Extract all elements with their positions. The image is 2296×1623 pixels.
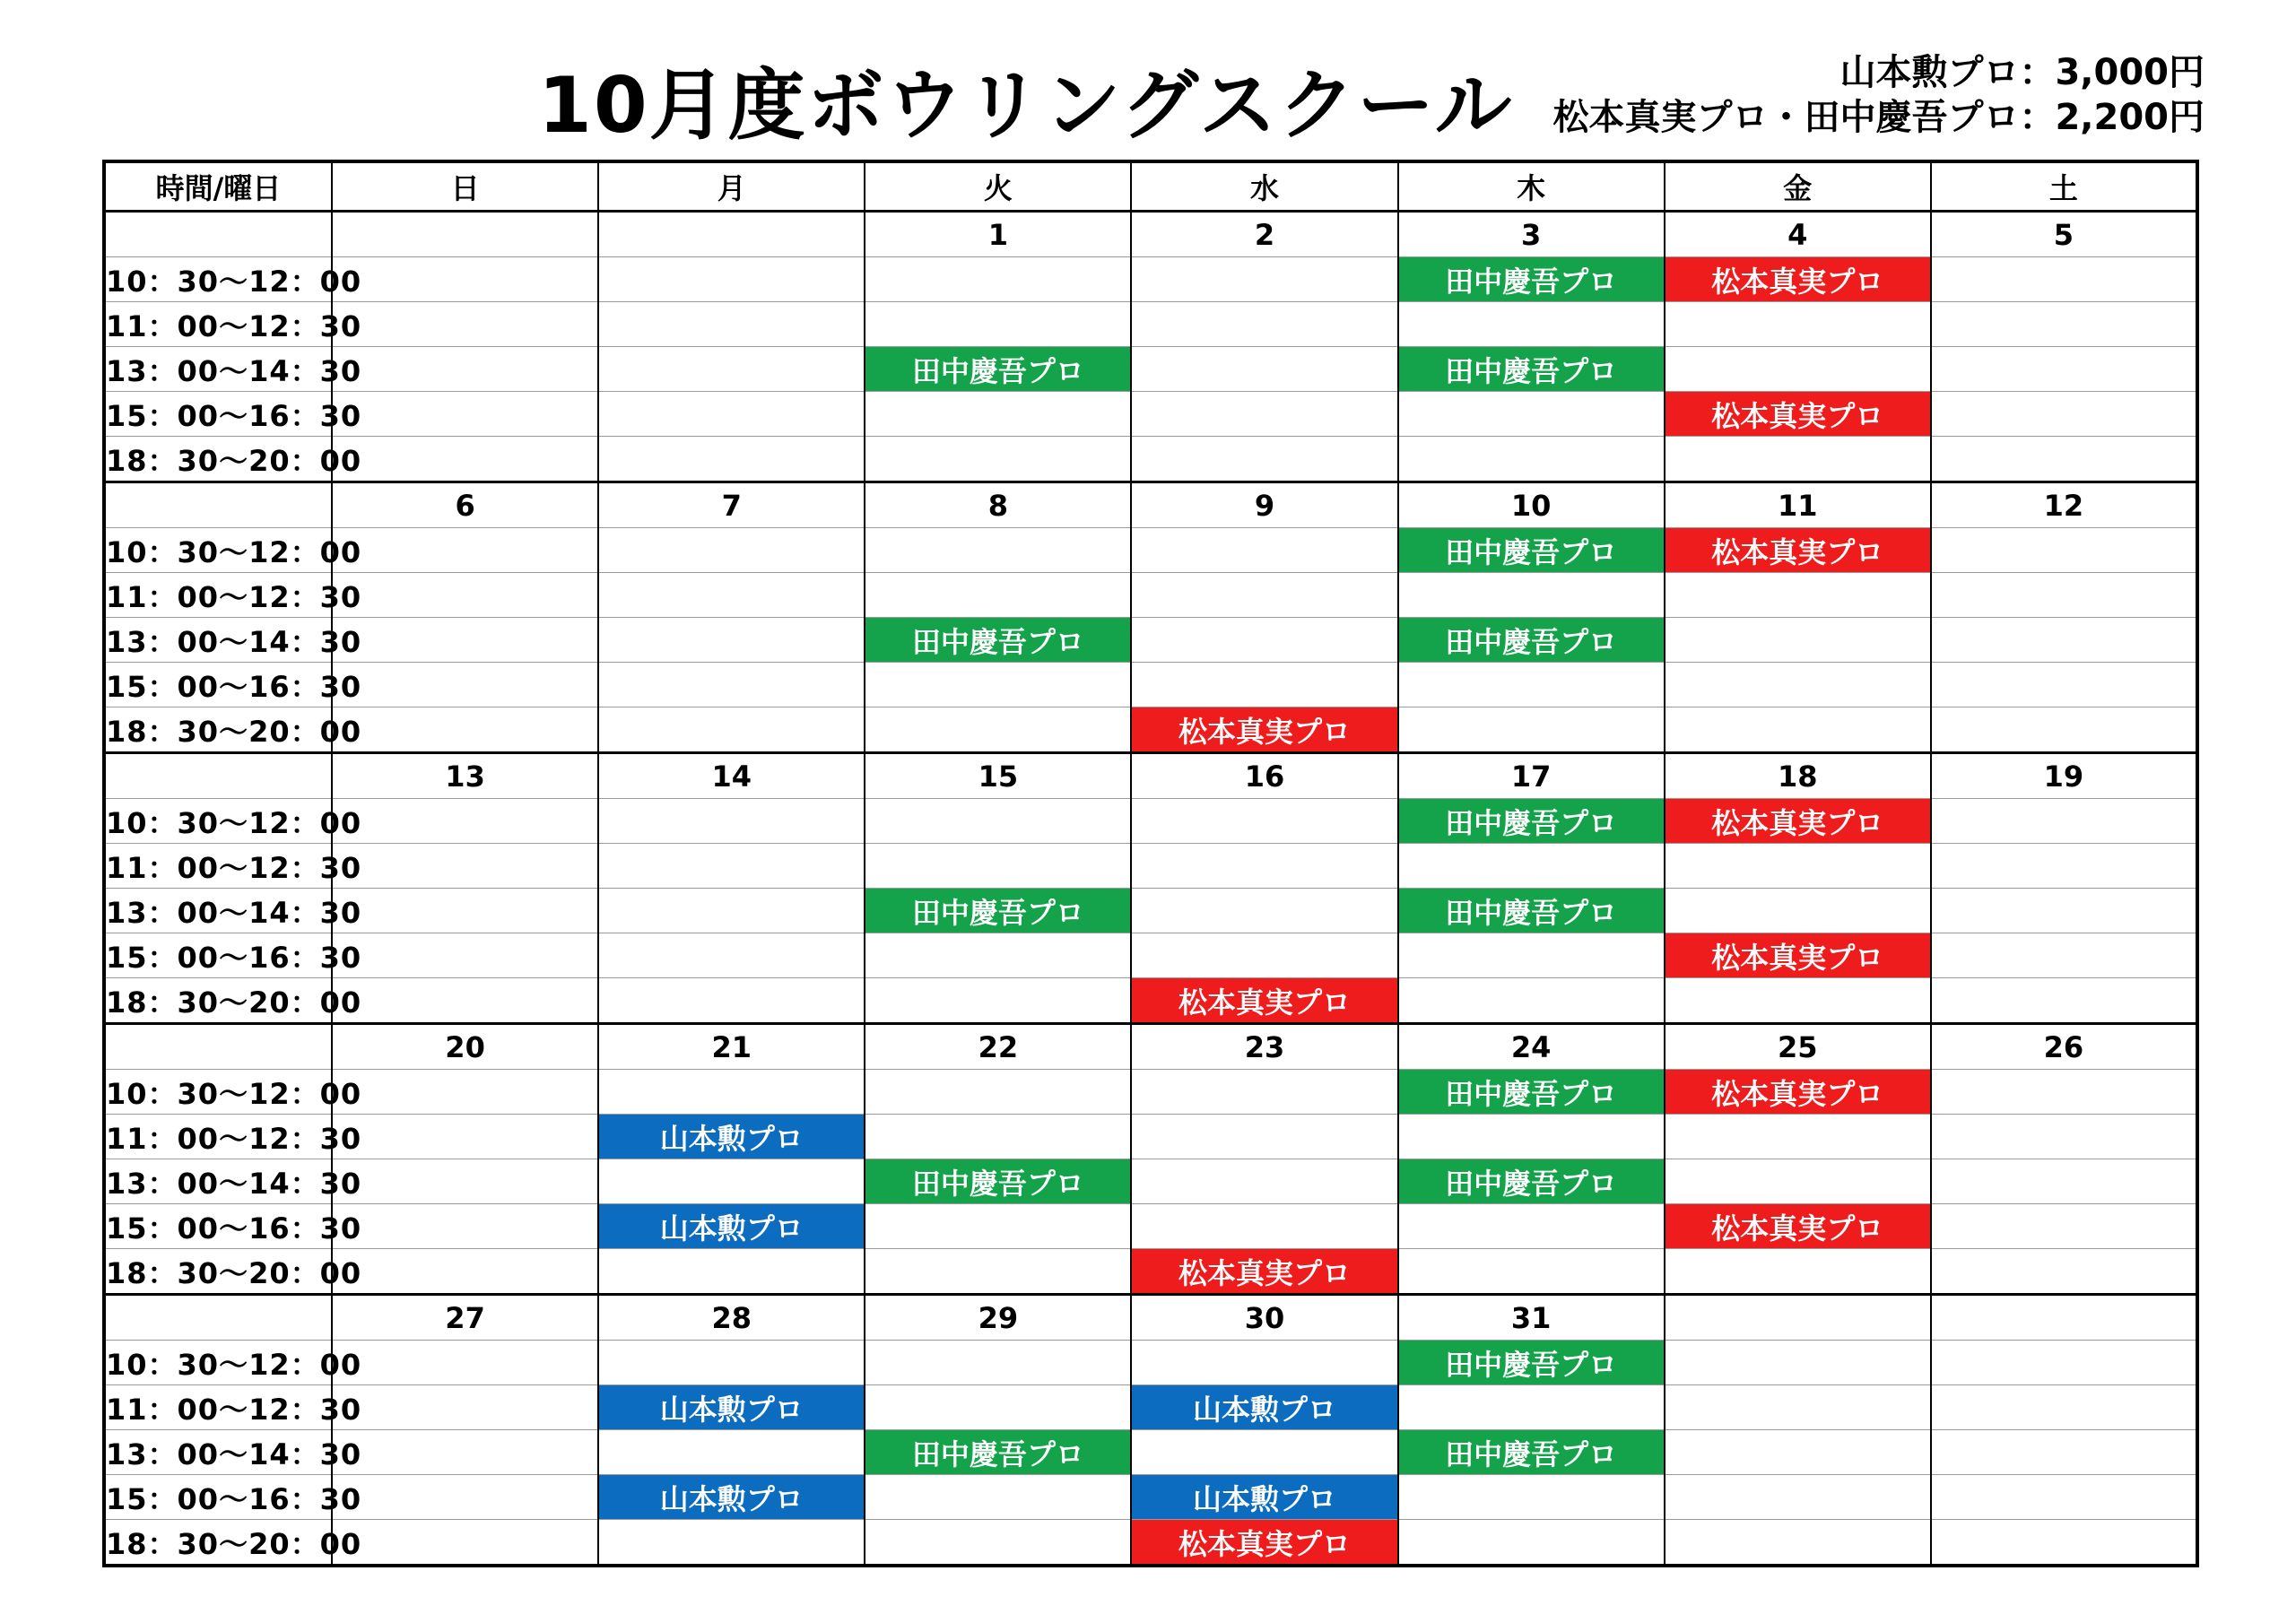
empty-cell xyxy=(598,663,865,707)
price-line: 山本勲プロ：3,000円 xyxy=(1839,52,2205,93)
empty-cell xyxy=(1665,437,1931,482)
slot-row xyxy=(104,437,2197,482)
date-cell: 5 xyxy=(1931,212,2197,257)
empty-cell xyxy=(1398,978,1665,1024)
empty-cell xyxy=(865,1385,1131,1430)
day-header-mon: 月 xyxy=(598,161,865,212)
time-slot-label: 18：30～20：00 xyxy=(104,978,332,1024)
time-slot-label: 15：00～16：30 xyxy=(104,1204,332,1249)
empty-cell xyxy=(1665,889,1931,933)
empty-cell xyxy=(1131,618,1397,663)
day-header-sat: 土 xyxy=(1931,161,2197,212)
empty-cell xyxy=(1398,437,1665,482)
lesson-cell: 田中慶吾プロ xyxy=(1398,618,1665,663)
empty-cell xyxy=(865,1204,1131,1249)
empty-cell xyxy=(1398,1475,1665,1520)
empty-cell xyxy=(598,437,865,482)
empty-cell xyxy=(332,663,598,707)
lesson-cell: 田中慶吾プロ xyxy=(1398,257,1665,302)
time-slot-label: 18：30～20：00 xyxy=(104,1520,332,1567)
lesson-cell: 田中慶吾プロ xyxy=(1398,1070,1665,1115)
empty-cell xyxy=(598,707,865,753)
slot-row xyxy=(104,257,2197,302)
date-cell: 3 xyxy=(1398,212,1665,257)
slot-row xyxy=(104,1115,2197,1159)
empty-cell xyxy=(598,618,865,663)
slot-row xyxy=(104,844,2197,889)
empty-cell xyxy=(1131,528,1397,573)
empty-cell xyxy=(598,1520,865,1567)
date-cell: 16 xyxy=(1131,753,1397,799)
header-row xyxy=(104,161,2197,212)
empty-cell xyxy=(865,1115,1131,1159)
empty-cell xyxy=(1931,1520,2197,1567)
date-cell: 30 xyxy=(1131,1295,1397,1341)
slot-row xyxy=(104,1475,2197,1520)
date-row xyxy=(104,753,2197,799)
empty-cell xyxy=(598,1430,865,1475)
date-row xyxy=(104,1024,2197,1070)
empty-cell xyxy=(332,844,598,889)
time-slot-label: 13：00～14：30 xyxy=(104,889,332,933)
empty-cell xyxy=(1665,302,1931,347)
empty-cell xyxy=(865,573,1131,618)
empty-cell xyxy=(865,437,1131,482)
lesson-cell: 田中慶吾プロ xyxy=(1398,1430,1665,1475)
slot-row xyxy=(104,528,2197,573)
empty-cell xyxy=(598,392,865,437)
lesson-cell: 山本勲プロ xyxy=(598,1204,865,1249)
empty-cell xyxy=(1398,392,1665,437)
empty-cell xyxy=(332,1204,598,1249)
date-row xyxy=(104,212,2197,257)
empty-cell xyxy=(332,889,598,933)
date-cell: 10 xyxy=(1398,482,1665,528)
time-cell xyxy=(104,1024,332,1070)
slot-row xyxy=(104,347,2197,392)
lesson-cell: 田中慶吾プロ xyxy=(865,618,1131,663)
time-slot-label: 15：00～16：30 xyxy=(104,1475,332,1520)
date-cell xyxy=(332,212,598,257)
empty-cell xyxy=(1398,1204,1665,1249)
empty-cell xyxy=(332,257,598,302)
empty-cell xyxy=(332,1341,598,1385)
empty-cell xyxy=(1398,844,1665,889)
lesson-cell: 山本勲プロ xyxy=(1131,1385,1397,1430)
date-cell: 26 xyxy=(1931,1024,2197,1070)
empty-cell xyxy=(598,844,865,889)
empty-cell xyxy=(1931,1159,2197,1204)
empty-cell xyxy=(865,933,1131,978)
day-header-sun: 日 xyxy=(332,161,598,212)
date-cell: 7 xyxy=(598,482,865,528)
empty-cell xyxy=(1398,1249,1665,1295)
date-cell: 12 xyxy=(1931,482,2197,528)
time-cell xyxy=(104,1295,332,1341)
empty-cell xyxy=(332,799,598,844)
time-cell xyxy=(104,212,332,257)
empty-cell xyxy=(865,1475,1131,1520)
lesson-cell: 田中慶吾プロ xyxy=(1398,889,1665,933)
empty-cell xyxy=(1131,1115,1397,1159)
empty-cell xyxy=(598,528,865,573)
time-slot-label: 18：30～20：00 xyxy=(104,1249,332,1295)
empty-cell xyxy=(332,1475,598,1520)
empty-cell xyxy=(1931,618,2197,663)
date-cell: 20 xyxy=(332,1024,598,1070)
lesson-cell: 山本勲プロ xyxy=(1131,1475,1397,1520)
empty-cell xyxy=(1931,437,2197,482)
empty-cell xyxy=(865,1070,1131,1115)
empty-cell xyxy=(1665,1385,1931,1430)
slot-row xyxy=(104,1520,2197,1567)
time-slot-label: 10：30～12：00 xyxy=(104,1341,332,1385)
slot-row xyxy=(104,392,2197,437)
empty-cell xyxy=(1665,1249,1931,1295)
lesson-cell: 田中慶吾プロ xyxy=(1398,799,1665,844)
empty-cell xyxy=(332,707,598,753)
empty-cell xyxy=(332,1115,598,1159)
page-title: 10月度ボウリングスクール xyxy=(538,61,1514,151)
date-cell: 13 xyxy=(332,753,598,799)
empty-cell xyxy=(598,302,865,347)
time-slot-label: 15：00～16：30 xyxy=(104,392,332,437)
empty-cell xyxy=(1131,573,1397,618)
lesson-cell: 松本真実プロ xyxy=(1665,257,1931,302)
empty-cell xyxy=(1131,844,1397,889)
empty-cell xyxy=(1665,1341,1931,1385)
lesson-cell: 田中慶吾プロ xyxy=(865,889,1131,933)
empty-cell xyxy=(1665,1115,1931,1159)
slot-row xyxy=(104,1430,2197,1475)
date-cell: 1 xyxy=(865,212,1131,257)
empty-cell xyxy=(865,844,1131,889)
empty-cell xyxy=(1665,1159,1931,1204)
empty-cell xyxy=(865,1520,1131,1567)
empty-cell xyxy=(332,1385,598,1430)
empty-cell xyxy=(1665,347,1931,392)
empty-cell xyxy=(1398,1520,1665,1567)
empty-cell xyxy=(332,392,598,437)
time-column-header: 時間/曜日 xyxy=(104,161,332,212)
empty-cell xyxy=(1931,663,2197,707)
empty-cell xyxy=(332,1430,598,1475)
empty-cell xyxy=(1398,302,1665,347)
lesson-cell: 松本真実プロ xyxy=(1131,978,1397,1024)
date-cell: 15 xyxy=(865,753,1131,799)
lesson-cell: 田中慶吾プロ xyxy=(865,1159,1131,1204)
empty-cell xyxy=(598,1159,865,1204)
date-cell: 2 xyxy=(1131,212,1397,257)
time-slot-label: 10：30～12：00 xyxy=(104,1070,332,1115)
empty-cell xyxy=(1931,978,2197,1024)
empty-cell xyxy=(865,1249,1131,1295)
day-header-thu: 木 xyxy=(1398,161,1665,212)
empty-cell xyxy=(598,1070,865,1115)
empty-cell xyxy=(1665,573,1931,618)
lesson-cell: 松本真実プロ xyxy=(1665,528,1931,573)
empty-cell xyxy=(1931,257,2197,302)
lesson-cell: 田中慶吾プロ xyxy=(1398,528,1665,573)
empty-cell xyxy=(1665,707,1931,753)
date-row xyxy=(104,482,2197,528)
empty-cell xyxy=(865,978,1131,1024)
empty-cell xyxy=(332,437,598,482)
lesson-cell: 田中慶吾プロ xyxy=(865,1430,1131,1475)
empty-cell xyxy=(1931,528,2197,573)
lesson-cell: 松本真実プロ xyxy=(1665,1070,1931,1115)
empty-cell xyxy=(1398,663,1665,707)
empty-cell xyxy=(865,302,1131,347)
empty-cell xyxy=(1131,799,1397,844)
time-cell xyxy=(104,753,332,799)
date-cell: 9 xyxy=(1131,482,1397,528)
date-cell: 29 xyxy=(865,1295,1131,1341)
date-cell: 27 xyxy=(332,1295,598,1341)
empty-cell xyxy=(1131,933,1397,978)
slot-row xyxy=(104,618,2197,663)
empty-cell xyxy=(1398,1385,1665,1430)
time-slot-label: 11：00～12：30 xyxy=(104,844,332,889)
date-cell: 28 xyxy=(598,1295,865,1341)
empty-cell xyxy=(1665,1475,1931,1520)
empty-cell xyxy=(332,1159,598,1204)
date-row xyxy=(104,1295,2197,1341)
empty-cell xyxy=(1131,889,1397,933)
time-slot-label: 13：00～14：30 xyxy=(104,618,332,663)
date-cell: 21 xyxy=(598,1024,865,1070)
empty-cell xyxy=(1131,1341,1397,1385)
date-cell xyxy=(1665,1295,1931,1341)
slot-row xyxy=(104,1385,2197,1430)
empty-cell xyxy=(598,933,865,978)
empty-cell xyxy=(1131,347,1397,392)
empty-cell xyxy=(332,1249,598,1295)
slot-row xyxy=(104,1249,2197,1295)
empty-cell xyxy=(1398,1115,1665,1159)
empty-cell xyxy=(865,799,1131,844)
slot-row xyxy=(104,707,2197,753)
time-slot-label: 10：30～12：00 xyxy=(104,799,332,844)
lesson-cell: 田中慶吾プロ xyxy=(1398,347,1665,392)
date-cell: 11 xyxy=(1665,482,1931,528)
empty-cell xyxy=(598,1249,865,1295)
empty-cell xyxy=(1931,392,2197,437)
lesson-cell: 山本勲プロ xyxy=(598,1475,865,1520)
empty-cell xyxy=(332,302,598,347)
date-cell: 4 xyxy=(1665,212,1931,257)
date-cell: 19 xyxy=(1931,753,2197,799)
slot-row xyxy=(104,799,2197,844)
empty-cell xyxy=(598,799,865,844)
empty-cell xyxy=(598,347,865,392)
date-cell xyxy=(598,212,865,257)
time-slot-label: 15：00～16：30 xyxy=(104,933,332,978)
empty-cell xyxy=(865,663,1131,707)
date-cell: 31 xyxy=(1398,1295,1665,1341)
lesson-cell: 松本真実プロ xyxy=(1665,1204,1931,1249)
lesson-cell: 松本真実プロ xyxy=(1665,392,1931,437)
time-slot-label: 18：30～20：00 xyxy=(104,437,332,482)
date-cell: 14 xyxy=(598,753,865,799)
empty-cell xyxy=(1931,1249,2197,1295)
empty-cell xyxy=(1131,663,1397,707)
lesson-cell: 松本真実プロ xyxy=(1131,707,1397,753)
lesson-cell: 田中慶吾プロ xyxy=(1398,1159,1665,1204)
empty-cell xyxy=(1931,844,2197,889)
date-cell: 8 xyxy=(865,482,1131,528)
empty-cell xyxy=(332,1520,598,1567)
empty-cell xyxy=(1131,1159,1397,1204)
empty-cell xyxy=(1931,1341,2197,1385)
empty-cell xyxy=(598,1341,865,1385)
time-slot-label: 10：30～12：00 xyxy=(104,257,332,302)
empty-cell xyxy=(1931,799,2197,844)
empty-cell xyxy=(1665,978,1931,1024)
slot-row xyxy=(104,1159,2197,1204)
empty-cell xyxy=(1931,347,2197,392)
price-info xyxy=(1552,50,2205,140)
time-slot-label: 11：00～12：30 xyxy=(104,1115,332,1159)
empty-cell xyxy=(865,528,1131,573)
slot-row xyxy=(104,933,2197,978)
empty-cell xyxy=(1931,1385,2197,1430)
day-header-wed: 水 xyxy=(1131,161,1397,212)
time-slot-label: 11：00～12：30 xyxy=(104,1385,332,1430)
time-slot-label: 11：00～12：30 xyxy=(104,573,332,618)
empty-cell xyxy=(1931,573,2197,618)
empty-cell xyxy=(332,1070,598,1115)
empty-cell xyxy=(865,707,1131,753)
date-cell: 25 xyxy=(1665,1024,1931,1070)
empty-cell xyxy=(332,347,598,392)
empty-cell xyxy=(1131,302,1397,347)
slot-row xyxy=(104,1070,2197,1115)
lesson-cell: 松本真実プロ xyxy=(1665,933,1931,978)
time-slot-label: 10：30～12：00 xyxy=(104,528,332,573)
empty-cell xyxy=(598,573,865,618)
empty-cell xyxy=(865,257,1131,302)
empty-cell xyxy=(1931,889,2197,933)
empty-cell xyxy=(332,978,598,1024)
date-cell: 24 xyxy=(1398,1024,1665,1070)
lesson-cell: 田中慶吾プロ xyxy=(865,347,1131,392)
empty-cell xyxy=(1665,663,1931,707)
empty-cell xyxy=(1131,257,1397,302)
empty-cell xyxy=(332,933,598,978)
empty-cell xyxy=(1131,392,1397,437)
time-slot-label: 13：00～14：30 xyxy=(104,1430,332,1475)
date-cell: 18 xyxy=(1665,753,1931,799)
empty-cell xyxy=(1398,933,1665,978)
lesson-cell: 山本勲プロ xyxy=(598,1385,865,1430)
empty-cell xyxy=(332,528,598,573)
empty-cell xyxy=(1131,1204,1397,1249)
time-slot-label: 18：30～20：00 xyxy=(104,707,332,753)
empty-cell xyxy=(1665,1520,1931,1567)
time-cell xyxy=(104,482,332,528)
empty-cell xyxy=(1931,1115,2197,1159)
empty-cell xyxy=(1931,1430,2197,1475)
slot-row xyxy=(104,302,2197,347)
empty-cell xyxy=(1131,1070,1397,1115)
time-slot-label: 15：00～16：30 xyxy=(104,663,332,707)
schedule-table xyxy=(102,160,2199,1567)
empty-cell xyxy=(598,978,865,1024)
slot-row xyxy=(104,889,2197,933)
price-line: 松本真実プロ・田中慶吾プロ：2,200円 xyxy=(1552,97,2205,138)
lesson-cell: 山本勲プロ xyxy=(598,1115,865,1159)
empty-cell xyxy=(1131,437,1397,482)
lesson-cell: 松本真実プロ xyxy=(1131,1520,1397,1567)
slot-row xyxy=(104,1341,2197,1385)
empty-cell xyxy=(1931,1475,2197,1520)
empty-cell xyxy=(1931,302,2197,347)
empty-cell xyxy=(1931,933,2197,978)
day-header-tue: 火 xyxy=(865,161,1131,212)
empty-cell xyxy=(1398,573,1665,618)
empty-cell xyxy=(332,573,598,618)
date-cell: 23 xyxy=(1131,1024,1397,1070)
slot-row xyxy=(104,663,2197,707)
day-header-fri: 金 xyxy=(1665,161,1931,212)
date-cell: 22 xyxy=(865,1024,1131,1070)
lesson-cell: 田中慶吾プロ xyxy=(1398,1341,1665,1385)
time-slot-label: 13：00～14：30 xyxy=(104,1159,332,1204)
empty-cell xyxy=(1665,844,1931,889)
empty-cell xyxy=(1931,1204,2197,1249)
time-slot-label: 13：00～14：30 xyxy=(104,347,332,392)
empty-cell xyxy=(1931,707,2197,753)
date-cell: 6 xyxy=(332,482,598,528)
empty-cell xyxy=(1665,1430,1931,1475)
empty-cell xyxy=(1665,618,1931,663)
empty-cell xyxy=(332,618,598,663)
slot-row xyxy=(104,573,2197,618)
empty-cell xyxy=(865,392,1131,437)
empty-cell xyxy=(598,889,865,933)
slot-row xyxy=(104,978,2197,1024)
empty-cell xyxy=(1398,707,1665,753)
empty-cell xyxy=(865,1341,1131,1385)
date-cell: 17 xyxy=(1398,753,1665,799)
empty-cell xyxy=(1131,1430,1397,1475)
empty-cell xyxy=(1931,1070,2197,1115)
empty-cell xyxy=(598,257,865,302)
lesson-cell: 松本真実プロ xyxy=(1131,1249,1397,1295)
time-slot-label: 11：00～12：30 xyxy=(104,302,332,347)
schedule-body xyxy=(104,212,2197,1567)
date-cell xyxy=(1931,1295,2197,1341)
lesson-cell: 松本真実プロ xyxy=(1665,799,1931,844)
slot-row xyxy=(104,1204,2197,1249)
